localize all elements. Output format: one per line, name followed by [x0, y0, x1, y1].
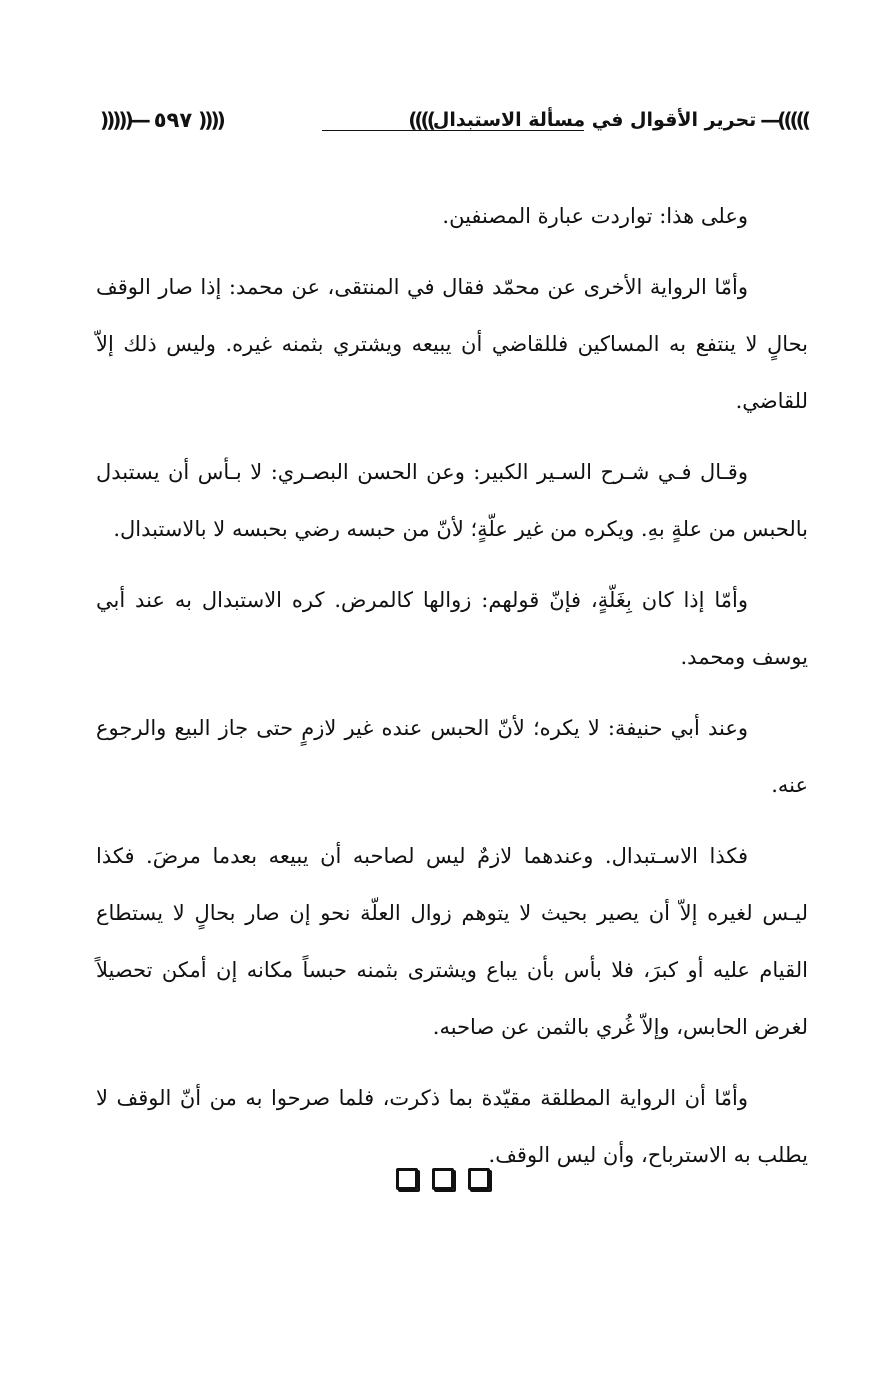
header-pagenum-open-ornament: )))) [198, 108, 223, 132]
end-square-icon [396, 1168, 418, 1190]
paragraph: وأمّا إذا كان بِغَلّةٍ، فإنّ قولهم: زوالها كالمرض. كره الاستبدال به عند أبي يوسف ومحمد. [96, 588, 808, 669]
header-title-close-ornament: (((( [408, 108, 433, 132]
header-rule [322, 130, 584, 131]
end-square-icon [468, 1168, 490, 1190]
end-square-icon [432, 1168, 454, 1190]
paragraph: وقـال فـي شـرح السـير الكبير: وعن الحسن البصـري: لا بـأس أن يستبدل بالحبس من علةٍ بهِ. ويكره من غير علّةٍ؛ لأنّ من حبسه رضي بحبسه لا بالاستبدال. [96, 460, 808, 541]
page-number: ٥٩٧ [153, 108, 193, 132]
header-left-ornament: )))))— [100, 108, 148, 132]
paragraph: وعلى هذا: تواردت عبارة المصنفين. [442, 204, 748, 228]
header-title-block [408, 108, 808, 132]
paragraph: وعند أبي حنيفة: لا يكره؛ لأنّ الحبس عنده غير لازمٍ حتى جاز البيع والرجوع عنه. [96, 716, 808, 797]
header-title: تحرير الأقوال في مسألة الاستبدال [432, 109, 757, 131]
header-right-ornament: —((((( [760, 108, 808, 132]
running-header [100, 108, 808, 148]
paragraph: وأمّا أن الرواية المطلقة مقيّدة بما ذكرت، فلما صرحوا به من أنّ الوقف لا يطلب به الاسترباح، وأن ليس الوقف. [96, 1086, 808, 1167]
header-pagenum-block [100, 108, 223, 132]
paragraph: فكذا الاسـتبدال. وعندهما لازمٌ ليس لصاحبه أن يبيعه بعدما مرضَ. فكذا ليـس لغيره إلاّ أن يصير بحيث لا يتوهم زوال العلّة نحو إن صار بحالٍ لا يستطاع القيام عليه أو كبرَ، فلا بأس بأن يباع ويشترى بثمنه حبساً مكانه إن أمكن تحصيلاً لغرض الحابس، وإلاّ غُري بالثمن عن صاحبه. [96, 844, 808, 1039]
body-text [96, 188, 808, 1198]
paragraph: وأمّا الرواية الأخرى عن محمّد فقال في المنتقى، عن محمد: إذا صار الوقف بحالٍ لا ينتفع به المساكين فللقاضي أن يبيعه ويشتري بثمنه غيره. وليس ذلك إلاّ للقاضي. [96, 275, 808, 413]
section-end-marks [0, 1168, 885, 1190]
